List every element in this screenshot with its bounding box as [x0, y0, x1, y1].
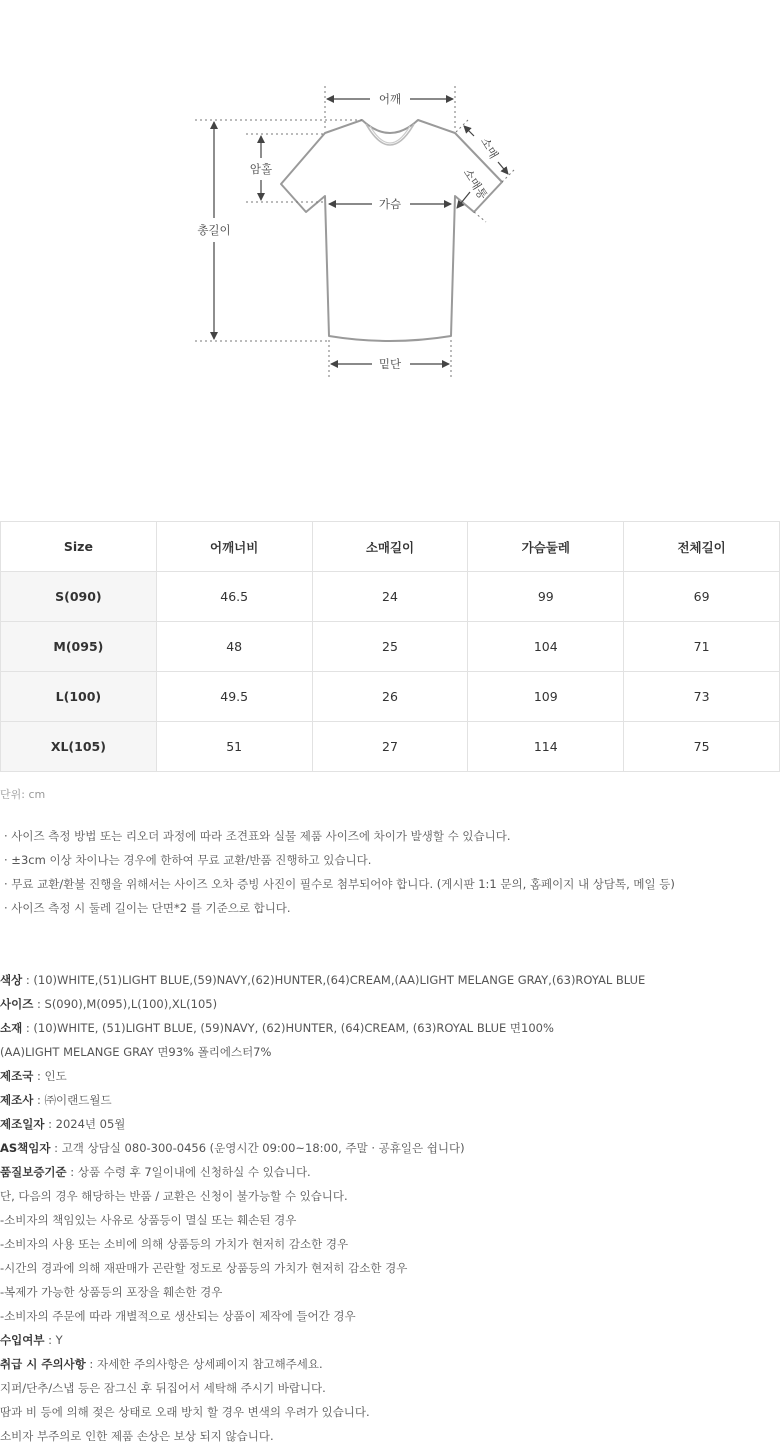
list-item: · 사이즈 측정 시 둘레 길이는 단면*2 를 기준으로 합니다. — [4, 901, 291, 915]
label-sleeve: 소매 — [477, 134, 502, 162]
tshirt-outline — [281, 120, 502, 341]
table-row — [1, 622, 780, 672]
sleeve-arrow-down — [498, 162, 508, 174]
info-row-country: 제조국 : 인도 — [0, 1069, 67, 1083]
info-row-size: 사이즈 : S(090),M(095),L(100),XL(105) — [0, 997, 218, 1011]
info-row-warranty-line: -소비자의 사용 또는 소비에 의해 상품등의 가치가 현저히 감소한 경우 — [0, 1237, 349, 1251]
table-row — [1, 572, 780, 622]
size-cell: L(100) — [1, 672, 157, 722]
size-cell: M(095) — [1, 622, 157, 672]
info-row-as: AS책임자 : 고객 상담실 080-300-0456 (운영시간 09:00~18:00, 주말 · 공휴일은 쉽니다) — [0, 1141, 465, 1155]
size-notes-list — [4, 824, 675, 920]
col-header-length: 전체길이 — [624, 522, 780, 572]
info-row-care: 취급 시 주의사항 : 자세한 주의사항은 상세페이지 참고해주세요. — [0, 1357, 323, 1371]
table-cell: 69 — [624, 572, 780, 622]
list-item: · 무료 교환/환불 진행을 위해서는 사이즈 오차 증빙 사진이 필수로 첨부되어야 합니다. (게시판 1:1 문의, 홈페이지 내 상담톡, 메일 등) — [4, 877, 675, 891]
label-sleeve-width: 소매통 — [460, 166, 491, 202]
info-row-color: 색상 : (10)WHITE,(51)LIGHT BLUE,(59)NAVY,(62)HUNTER,(64)CREAM,(AA)LIGHT MELANGE GRAY,(63)ROYAL BLUE — [0, 973, 646, 987]
unit-note: 단위: cm — [0, 788, 46, 801]
table-cell: 49.5 — [156, 672, 312, 722]
info-row-care-line: 소비자 부주의로 인한 제품 손상은 보상 되지 않습니다. — [0, 1429, 274, 1443]
table-cell: 104 — [468, 622, 624, 672]
size-table-header-row — [1, 522, 780, 572]
size-cell: S(090) — [1, 572, 157, 622]
list-item: · ±3cm 이상 차이나는 경우에 한하여 무료 교환/반품 진행하고 있습니다. — [4, 853, 372, 867]
info-row-date: 제조일자 : 2024년 05월 — [0, 1117, 126, 1131]
col-header-size: Size — [1, 522, 157, 572]
info-row-warranty: 품질보증기준 : 상품 수령 후 7일이내에 신청하실 수 있습니다. — [0, 1165, 311, 1179]
size-table — [0, 521, 780, 772]
table-cell: 48 — [156, 622, 312, 672]
sleeve-arrow-up — [464, 126, 474, 136]
product-info — [0, 968, 645, 1448]
table-cell: 51 — [156, 722, 312, 772]
table-cell: 24 — [312, 572, 468, 622]
table-row — [1, 672, 780, 722]
col-header-sleeve: 소매길이 — [312, 522, 468, 572]
table-cell: 99 — [468, 572, 624, 622]
tshirt-size-diagram — [0, 0, 780, 400]
info-row-warranty-line: -복제가 가능한 상품등의 포장을 훼손한 경우 — [0, 1285, 223, 1299]
label-shoulder: 어깨 — [378, 92, 402, 106]
info-row-warranty-line: -소비자의 주문에 따라 개별적으로 생산되는 상품이 제작에 들어간 경우 — [0, 1309, 356, 1323]
label-chest: 가슴 — [378, 197, 402, 211]
col-header-chest: 가슴둘레 — [468, 522, 624, 572]
info-row-manufacturer: 제조사 : ㈜이랜드월드 — [0, 1093, 112, 1107]
info-row-material-2: (AA)LIGHT MELANGE GRAY 면93% 폴리에스터7% — [0, 1045, 272, 1059]
col-header-shoulder: 어깨너비 — [156, 522, 312, 572]
size-cell: XL(105) — [1, 722, 157, 772]
label-total-length: 총길이 — [197, 223, 231, 237]
table-cell: 25 — [312, 622, 468, 672]
info-row-warranty-line: -시간의 경과에 의해 재판매가 곤란할 정도로 상품등의 가치가 현저히 감소한 경우 — [0, 1261, 408, 1275]
info-row-import: 수입여부 : Y — [0, 1333, 63, 1347]
table-row — [1, 722, 780, 772]
info-row-care-line: 지퍼/단추/스냅 등은 잠그신 후 뒤집어서 세탁해 주시기 바랍니다. — [0, 1381, 326, 1395]
info-row-care-line: 땀과 비 등에 의해 젖은 상태로 오래 방치 할 경우 변색의 우려가 있습니다. — [0, 1405, 370, 1419]
table-cell: 114 — [468, 722, 624, 772]
info-row-warranty-line: -소비자의 책임있는 사유로 상품등이 멸실 또는 훼손된 경우 — [0, 1213, 297, 1227]
table-cell: 71 — [624, 622, 780, 672]
table-cell: 109 — [468, 672, 624, 722]
table-cell: 75 — [624, 722, 780, 772]
info-row-material: 소재 : (10)WHITE, (51)LIGHT BLUE, (59)NAVY, (62)HUNTER, (64)CREAM, (63)ROYAL BLUE 면100% — [0, 1021, 554, 1035]
table-cell: 26 — [312, 672, 468, 722]
table-cell: 73 — [624, 672, 780, 722]
info-row-warranty-line: 단, 다음의 경우 해당하는 반품 / 교환은 신청이 불가능할 수 있습니다. — [0, 1189, 348, 1203]
list-item: · 사이즈 측정 방법 또는 리오더 과정에 따라 조견표와 실물 제품 사이즈에 차이가 발생할 수 있습니다. — [4, 829, 511, 843]
tshirt-diagram-svg — [0, 0, 780, 400]
table-cell: 46.5 — [156, 572, 312, 622]
table-cell: 27 — [312, 722, 468, 772]
label-hem: 밑단 — [378, 357, 402, 371]
label-armhole: 암홀 — [249, 162, 273, 176]
